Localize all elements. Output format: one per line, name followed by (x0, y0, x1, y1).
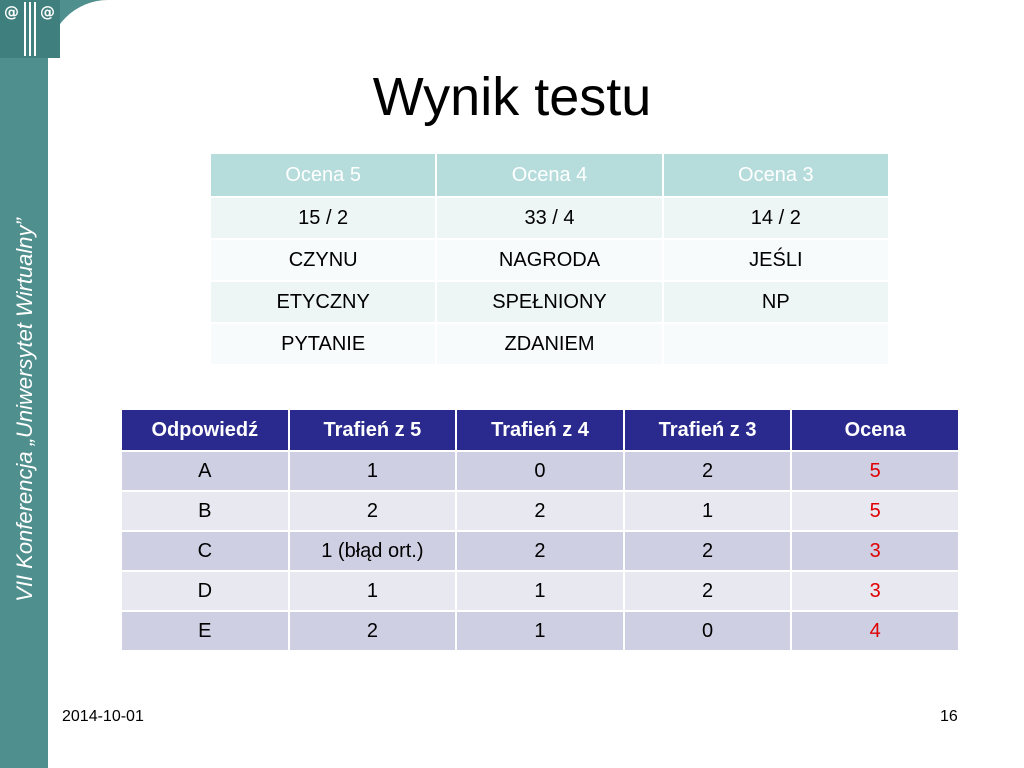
column-header: Ocena (791, 409, 959, 451)
table-header-row (121, 409, 959, 451)
table-cell: 33 / 4 (436, 197, 662, 239)
table-cell: NP (663, 281, 889, 323)
table-cell: NAGRODA (436, 239, 662, 281)
table-cell: A (121, 451, 289, 491)
table-cell: 2 (624, 571, 792, 611)
at-sign-icon: @ (40, 3, 55, 21)
table-cell: CZYNU (210, 239, 436, 281)
table-cell: 2 (624, 531, 792, 571)
table-row (210, 239, 889, 281)
table-row (121, 531, 959, 571)
table-cell: 0 (624, 611, 792, 651)
results-table (120, 408, 960, 652)
logo-bars-icon (24, 2, 36, 56)
table-cell: C (121, 531, 289, 571)
column-header: Trafień z 4 (456, 409, 624, 451)
table-row (121, 491, 959, 531)
table-cell: 2 (456, 491, 624, 531)
grade-cell: 4 (791, 611, 959, 651)
table-cell: 2 (624, 451, 792, 491)
table-cell: 0 (456, 451, 624, 491)
table-cell: JEŚLI (663, 239, 889, 281)
table-header-row (210, 153, 889, 197)
table-cell: PYTANIE (210, 323, 436, 365)
table-cell: D (121, 571, 289, 611)
slide-date: 2014-10-01 (62, 708, 144, 725)
table-cell: 1 (456, 611, 624, 651)
table-cell: E (121, 611, 289, 651)
answer-words-table (209, 152, 890, 366)
table-cell: 2 (289, 491, 457, 531)
table-cell: ZDANIEM (436, 323, 662, 365)
table-row (121, 451, 959, 491)
column-header: Trafień z 3 (624, 409, 792, 451)
grade-cell: 3 (791, 531, 959, 571)
table-cell: 1 (289, 571, 457, 611)
table-cell: 15 / 2 (210, 197, 436, 239)
table-cell: 1 (456, 571, 624, 611)
grade-cell: 3 (791, 571, 959, 611)
table-row (210, 281, 889, 323)
column-header: Ocena 5 (210, 153, 436, 197)
table-cell: 1 (błąd ort.) (289, 531, 457, 571)
grade-cell: 5 (791, 491, 959, 531)
page-number: 16 (940, 708, 958, 725)
table-cell: 1 (624, 491, 792, 531)
table-cell: ETYCZNY (210, 281, 436, 323)
slide-title: Wynik testu (372, 67, 652, 127)
table-cell: 14 / 2 (663, 197, 889, 239)
conference-logo (0, 0, 60, 58)
table-cell (663, 323, 889, 365)
table-cell: 2 (456, 531, 624, 571)
table-cell: SPEŁNIONY (436, 281, 662, 323)
at-sign-icon: @ (4, 3, 19, 21)
table-row (121, 611, 959, 651)
grade-cell: 5 (791, 451, 959, 491)
column-header: Trafień z 5 (289, 409, 457, 451)
conference-name: VII Konferencja „Uniwersytet Wirtualny” (12, 218, 37, 602)
column-header: Ocena 3 (663, 153, 889, 197)
column-header: Ocena 4 (436, 153, 662, 197)
table-cell: B (121, 491, 289, 531)
column-header: Odpowiedź (121, 409, 289, 451)
table-row (210, 197, 889, 239)
table-row (210, 323, 889, 365)
table-cell: 1 (289, 451, 457, 491)
table-cell: 2 (289, 611, 457, 651)
table-row (121, 571, 959, 611)
